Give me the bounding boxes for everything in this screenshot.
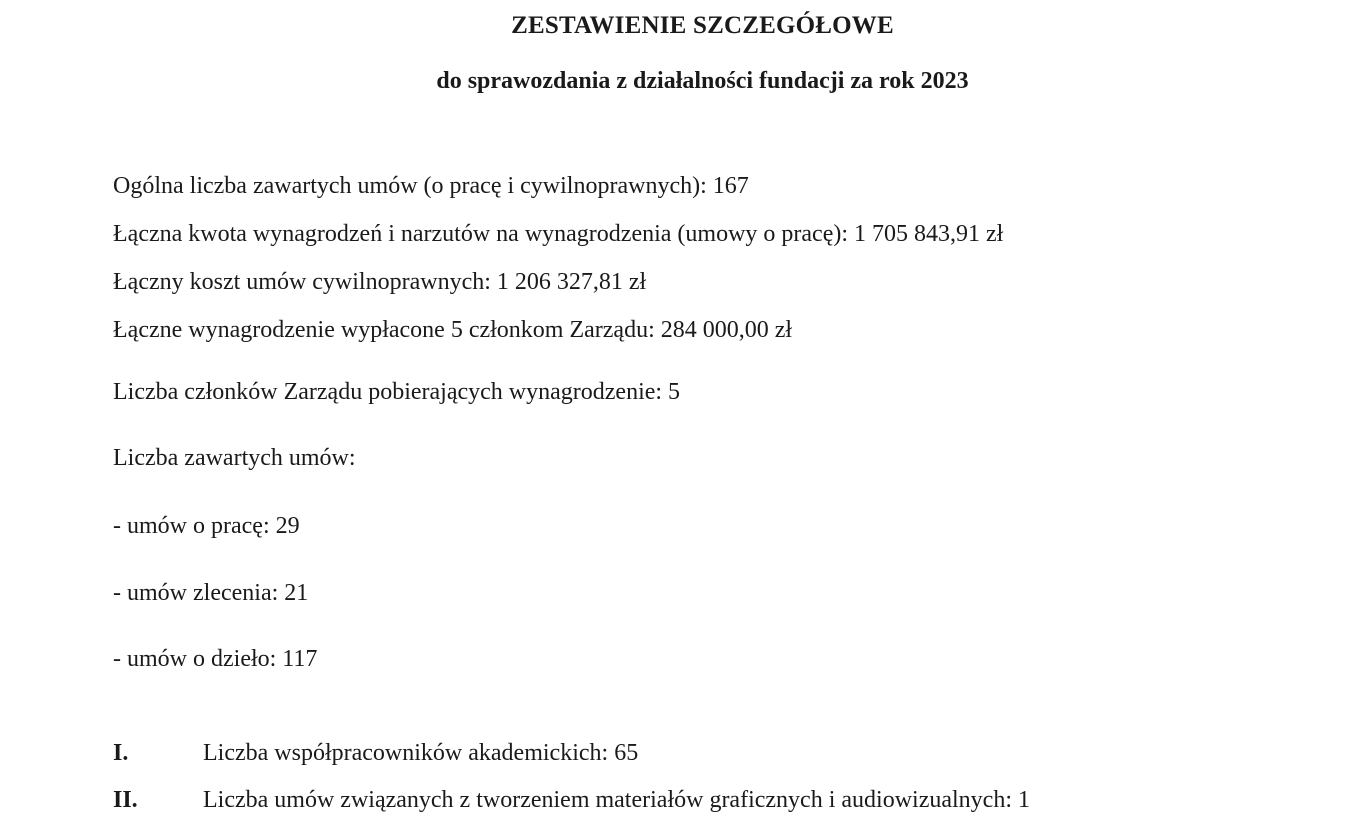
document-subtitle: do sprawozdania z działalności fundacji za rok 2023 <box>436 68 969 94</box>
employment-contracts-item: - umów o pracę: 29 <box>113 513 300 539</box>
board-remuneration-line: Łączne wynagrodzenie wypłacone 5 członkom Zarządu: 284 000,00 zł <box>113 317 793 343</box>
mandate-contracts-item: - umów zlecenia: 21 <box>113 580 309 606</box>
work-contracts-item: - umów o dzieło: 117 <box>113 646 318 672</box>
employment-salaries-line: Łączna kwota wynagrodzeń i narzutów na wynagrodzenia (umowy o pracę): 1 705 843,91 zł <box>113 221 1004 247</box>
graphic-av-contracts-line: Liczba umów związanych z tworzeniem materiałów graficznych i audiowizualnych: 1 <box>203 787 1030 813</box>
academic-collaborators-line: Liczba współpracowników akademickich: 65 <box>203 740 639 766</box>
document-title: ZESTAWIENIE SZCZEGÓŁOWE <box>511 12 894 39</box>
civil-contracts-cost-line: Łączny koszt umów cywilnoprawnych: 1 206 327,81 zł <box>113 269 647 295</box>
total-contracts-line: Ogólna liczba zawartych umów (o pracę i cywilnoprawnych): 167 <box>113 173 749 199</box>
numbered-item-numeral: I. <box>113 740 129 766</box>
board-members-count-line: Liczba członków Zarządu pobierających wynagrodzenie: 5 <box>113 379 681 405</box>
contracts-count-heading: Liczba zawartych umów: <box>113 445 356 471</box>
numbered-item-numeral: II. <box>113 787 138 813</box>
